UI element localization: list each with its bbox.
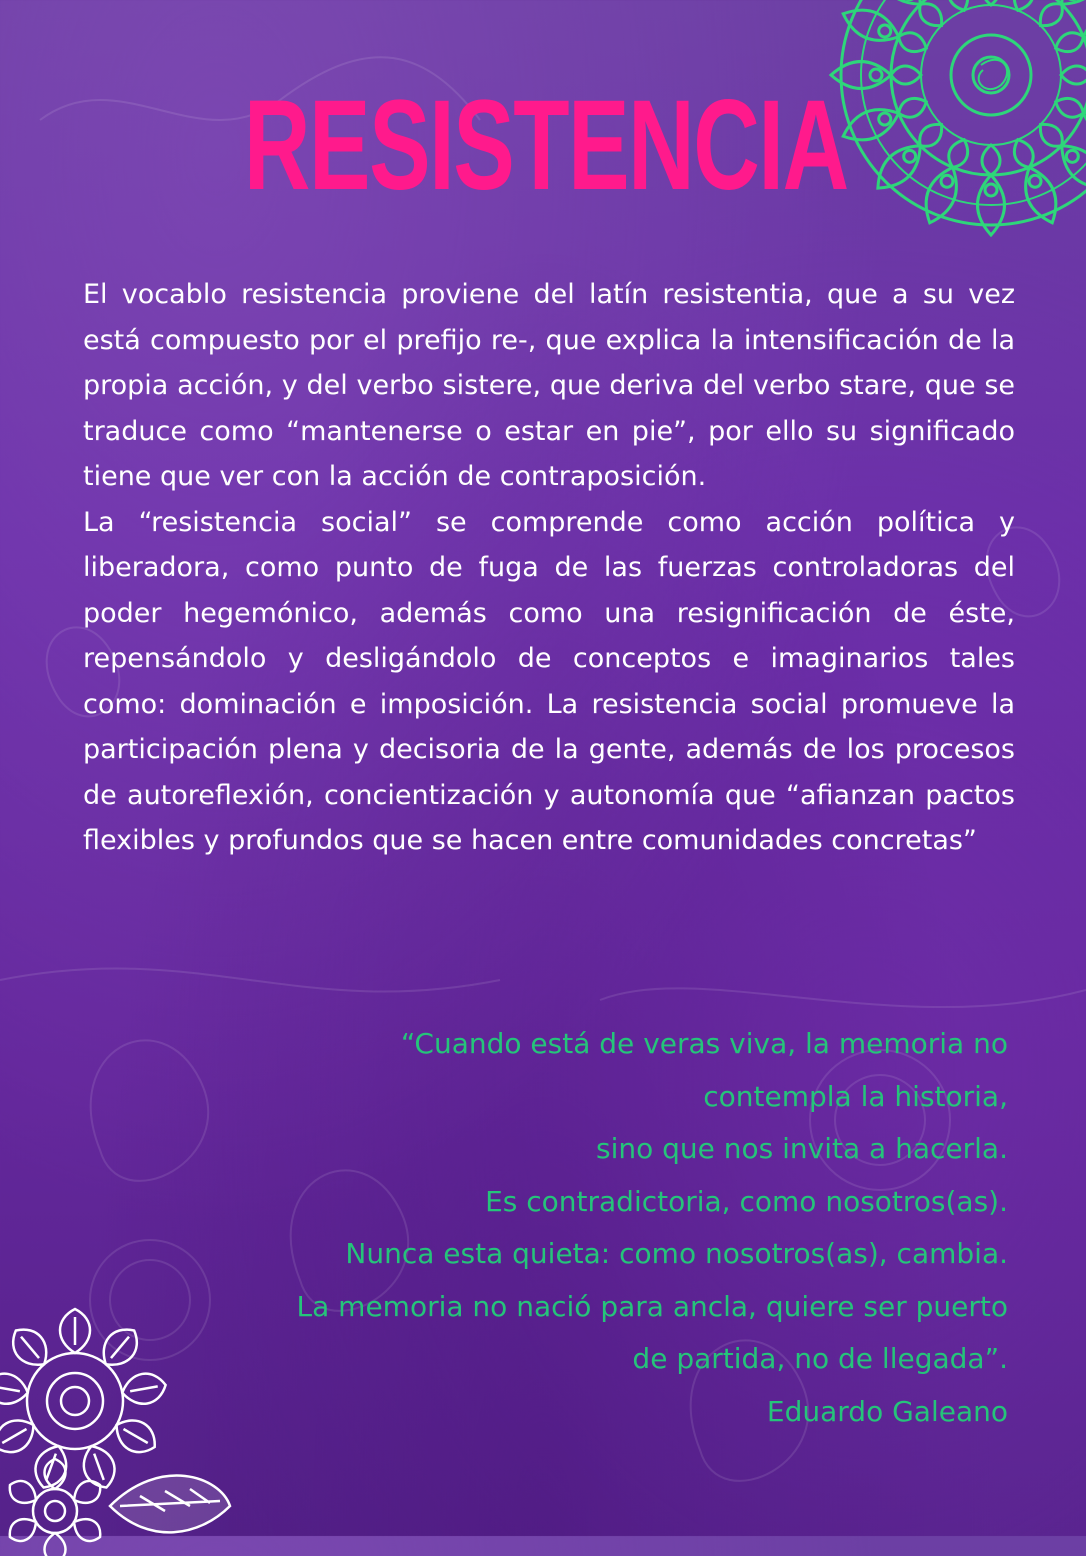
body-text bbox=[83, 272, 1015, 864]
quote-line: La memoria no nació para ancla, quiere ser puerto bbox=[296, 1289, 1008, 1323]
quote-line: Nunca esta quieta: como nosotros(as), cambia. bbox=[345, 1237, 1008, 1270]
quote-line: Es contradictoria, como nosotros(as). bbox=[485, 1184, 1008, 1218]
quote-line: de partida, no de llegada”. bbox=[632, 1342, 1008, 1375]
quote-line: contempla la historia, bbox=[703, 1079, 1008, 1113]
page-title: RESISTENCIA bbox=[243, 74, 848, 217]
paragraph-social-resistance: La “resistencia social” se comprende como acción política y liberadora, como punto de fuga de las fuerzas controladoras del poder hegemónico, además como una resignificación de éste, repensándolo y desligándolo de conceptos e imaginarios tales como: dominación e imposición. La resistencia social promueve la participación plena y decisoria de la gente, además de los procesos de autoreflexión, concientización y autonomía que “afianzan pactos flexibles y profundos que se hacen entre comunidades concretas” bbox=[83, 506, 1015, 856]
quote-author: Eduardo Galeano bbox=[766, 1394, 1008, 1428]
quote-line: sino que nos invita a hacerla. bbox=[595, 1132, 1008, 1165]
quote-line: “Cuando está de veras viva, la memoria no bbox=[400, 1027, 1008, 1060]
paragraph-etymology: El vocablo resistencia proviene del latín resistentia, que a su vez está compuesto por el prefijo re-, que explica la intensificación de la propia acción, y del verbo sistere, que deriva del verbo stare, que se traduce como “mantenerse o estar en pie”, por ello su significado tiene que ver con la acción de contraposición. bbox=[83, 279, 1015, 492]
quote-block bbox=[148, 1018, 1008, 1438]
